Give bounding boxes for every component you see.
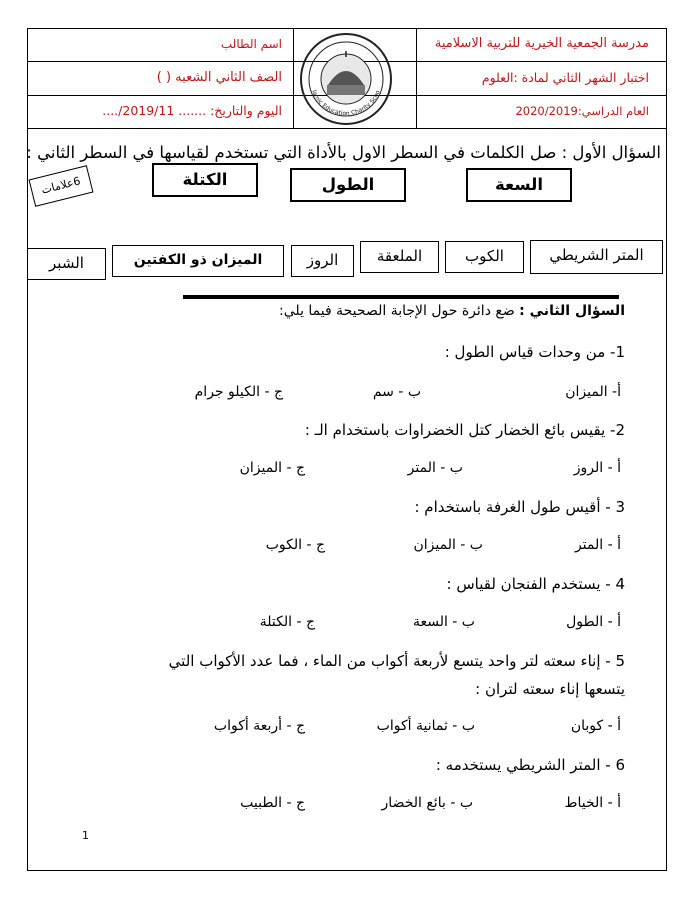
q2-item5-option-c: ج - أربعة أكواب (213, 718, 305, 734)
q2-item1-option-b: ب - سم (372, 384, 421, 400)
tool-box-ruler: الروز (291, 245, 354, 277)
q2-item5-question-line2: يتسعها إناء سعته لتران : (475, 680, 625, 698)
q2-item3-question: 3 - أقيس طول الغرفة باستخدام : (414, 498, 625, 516)
q2-item5-question-line1: 5 - إناء سعته لتر واحد يتسع لأربعة أكواب من الماء ، فما عدد الأكواب التي (168, 652, 625, 670)
q2-item4-question: 4 - يستخدم الفنجان لقياس : (446, 575, 625, 593)
date-label: اليوم والتاريخ: ....... 2019/11/.... (102, 103, 282, 118)
page-number: 1 (82, 829, 89, 842)
q2-item2-option-a: أ - الروز (573, 460, 621, 476)
q2-item1-question: 1- من وحدات قياس الطول : (444, 343, 625, 361)
question1-title: السؤال الأول : صل الكلمات في السطر الاول بالأداة التي تستخدم لقياسها في السطر الثاني : (26, 143, 661, 162)
q2-item1-option-c: ج - الكيلو جرام (194, 384, 283, 400)
tool-box-cup: الكوب (445, 241, 524, 273)
q2-item3-option-b: ب - الميزان (413, 537, 483, 553)
q2-item5-option-a: أ - كوبان (570, 718, 621, 734)
header-border-top (27, 28, 667, 29)
separator-line (183, 295, 619, 299)
q2-item6-question: 6 - المتر الشريطي يستخدمه : (435, 756, 625, 774)
q2-item4-option-b: ب - السعة (412, 614, 475, 630)
q2-item2-option-b: ب - المتر (407, 460, 463, 476)
header-border-left (27, 28, 28, 129)
question2-title (279, 303, 625, 319)
q2-item5-option-b: ب - ثمانية أكواب (376, 718, 475, 734)
q2-item4-option-c: ج - الكتلة (259, 614, 315, 630)
q2-item3-option-c: ج - الكوب (265, 537, 325, 553)
word-box-length: الطول (290, 168, 406, 202)
school-name: مدرسة الجمعية الخيرية للتربية الاسلامية (434, 36, 649, 51)
logo-text: lamic Education Charity Scho (310, 89, 382, 118)
exam-title: اختبار الشهر الثاني لمادة :العلوم (481, 70, 649, 85)
q2-item6-option-b: ب - بائع الخضار (381, 795, 473, 811)
header-col-divider-1 (293, 28, 294, 129)
tool-box-spoon: الملعقة (360, 241, 439, 273)
student-name-label: اسم الطالب (220, 37, 282, 51)
tool-box-span: الشبر (27, 248, 106, 280)
q2-item6-option-c: ج - الطبيب (240, 795, 305, 811)
header-table (27, 28, 667, 129)
q2-item3-option-a: أ - المتر (574, 537, 621, 553)
header-border-bottom (27, 128, 667, 129)
marks-badge: 6علامات (29, 165, 94, 207)
question2-title-rest: ضع دائرة حول الإجابة الصحيحة فيما يلي: (279, 303, 520, 319)
question2-title-bold: السؤال الثاني : (519, 303, 625, 319)
q2-item2-option-c: ج - الميزان (239, 460, 305, 476)
word-box-capacity: السعة (466, 168, 572, 202)
school-year: العام الدراسي:2020/2019 (515, 104, 649, 118)
school-logo-icon (298, 31, 394, 127)
word-box-mass: الكتلة (152, 163, 258, 197)
tool-box-balance-scale: الميزان ذو الكفتين (112, 245, 284, 277)
q2-item4-option-a: أ - الطول (566, 614, 621, 630)
q2-item6-option-a: أ - الخياط (564, 795, 621, 811)
header-col-divider-2 (416, 28, 417, 129)
header-border-right (666, 28, 667, 129)
q2-item2-question: 2- يقيس بائع الخضار كتل الخضراوات باستخدام الـ : (304, 421, 625, 439)
q2-item1-option-a: أ- الميزان (565, 384, 621, 400)
grade-label: الصف الثاني الشعبه ( ) (156, 70, 282, 85)
tool-box-tape-measure: المتر الشريطي (530, 240, 663, 274)
